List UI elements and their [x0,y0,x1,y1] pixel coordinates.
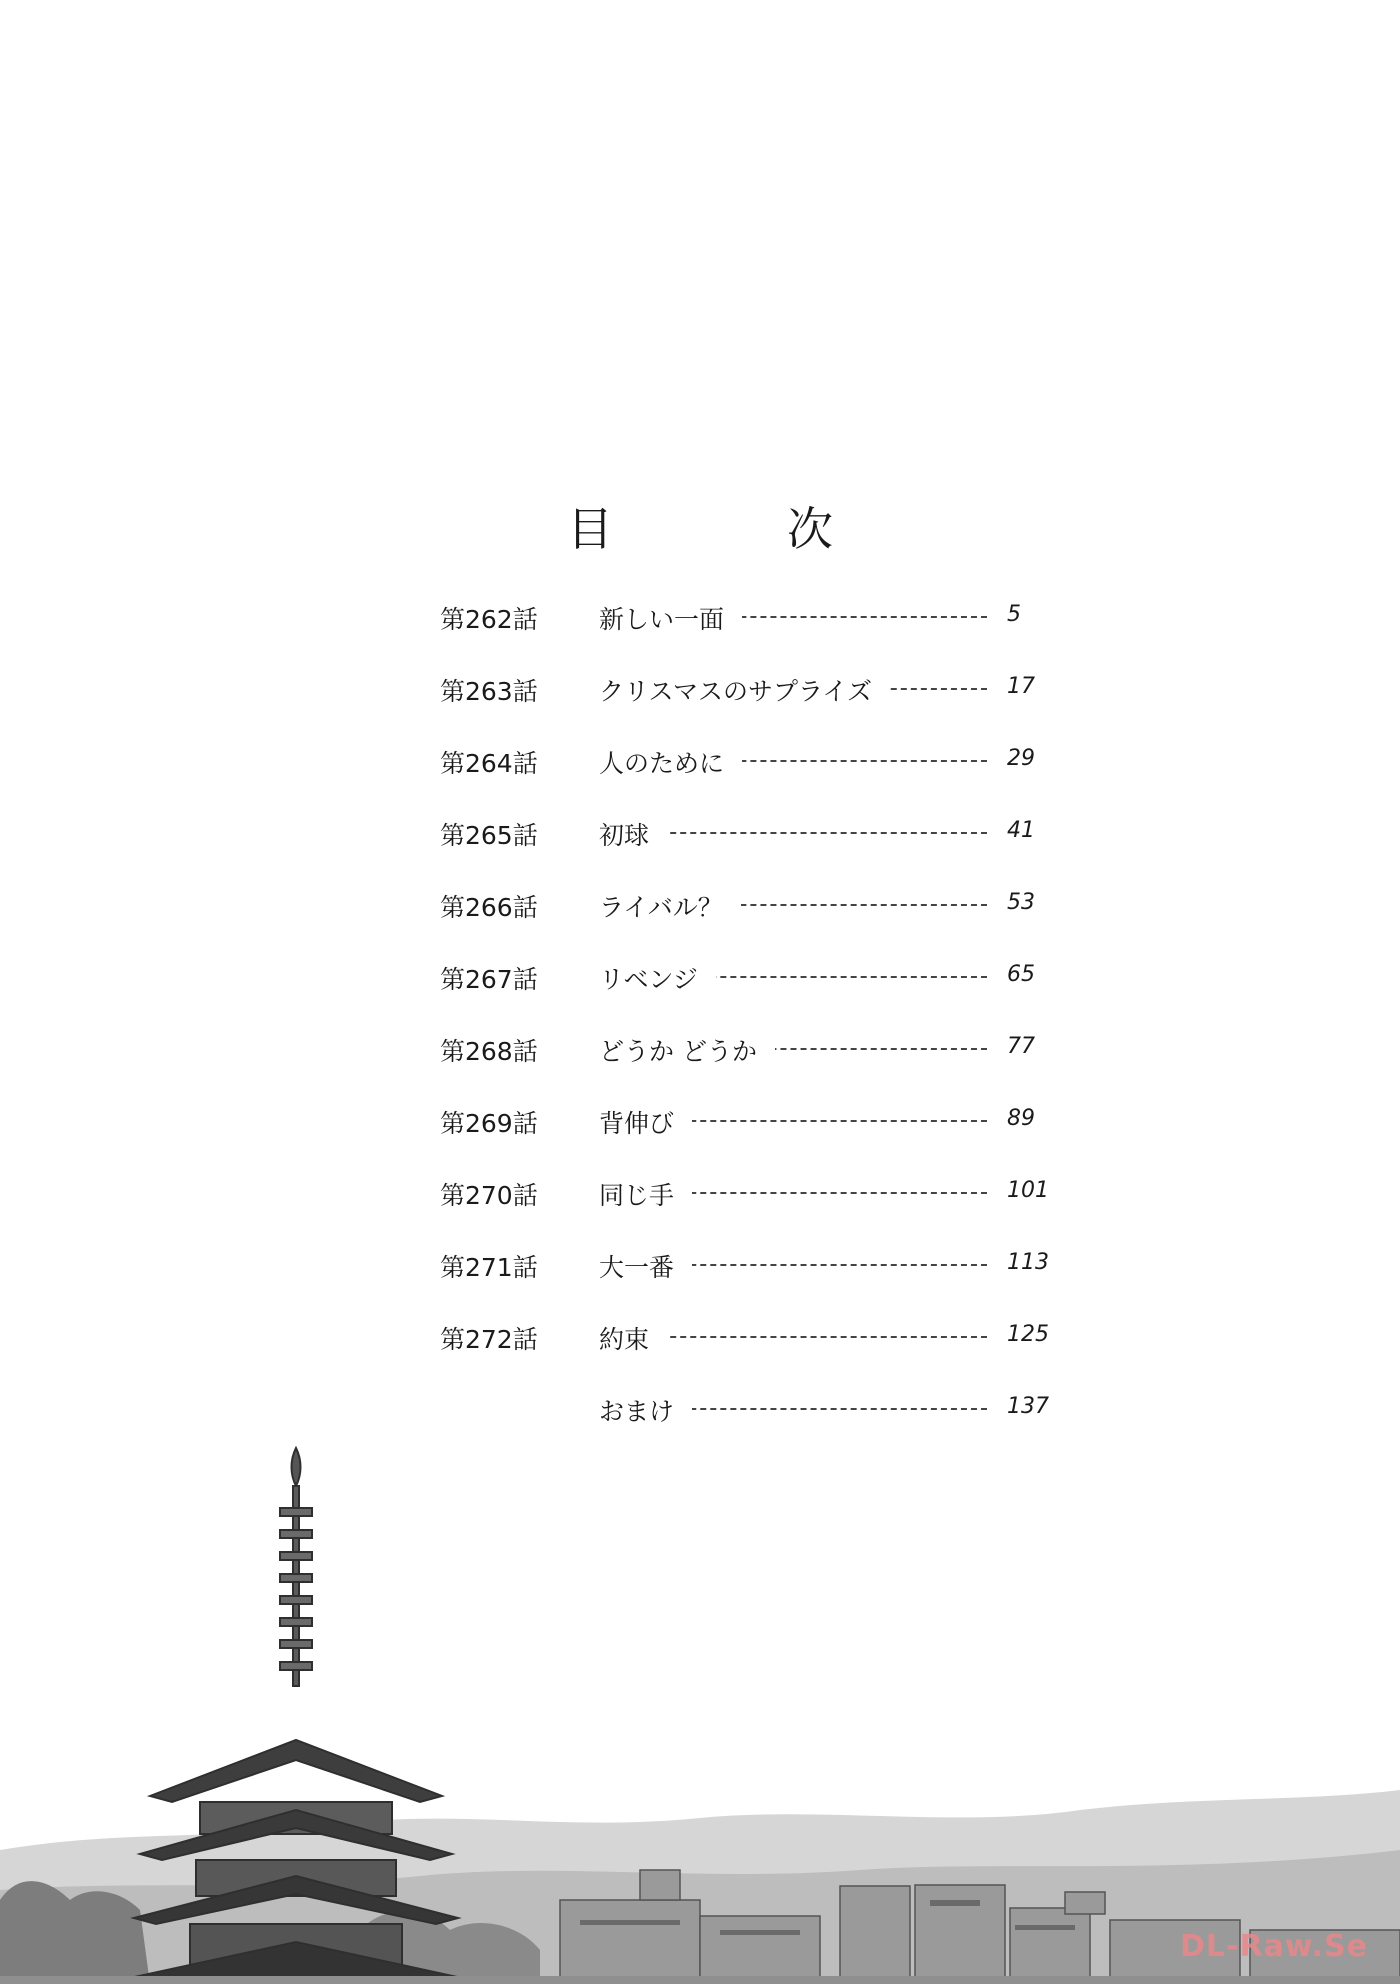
chapter-title: 大一番 [599,1248,692,1284]
page-number: 5 [1007,602,1021,627]
toc-entry [0,1320,1400,1370]
toc-entry [0,672,1400,722]
chapter-number: 第270話 [440,1181,538,1210]
chapter-title: おまけ [599,1392,692,1428]
toc-entry [0,1104,1400,1154]
toc-entry [0,816,1400,866]
chapter-title: どうか どうか [599,1032,775,1068]
chapter-title: ライバル？ [599,888,741,924]
chapter-number: 第263話 [440,677,538,706]
toc-entry [0,1248,1400,1298]
page-number: 41 [1007,818,1035,843]
chapter-title: 背伸び [599,1104,692,1140]
chapter-number: 第272話 [440,1325,538,1354]
chapter-title: クリスマスのサプライズ [599,672,890,708]
page-number: 137 [1007,1394,1049,1419]
chapter-number: 第267話 [440,965,538,994]
page-number: 77 [1007,1034,1035,1059]
toc-entry [0,1176,1400,1226]
pagoda-townscape-illustration [0,1430,1400,1984]
toc-entry [0,960,1400,1010]
chapter-number: 第264話 [440,749,538,778]
page-number: 89 [1007,1106,1035,1131]
page-number: 17 [1007,674,1035,699]
toc-entry [0,1032,1400,1082]
chapter-title: 初球 [599,816,667,852]
chapter-number: 第262話 [440,605,538,634]
page-number: 125 [1007,1322,1049,1347]
chapter-number: 第271話 [440,1253,538,1282]
toc-heading: 目 次 [567,501,897,556]
page-number: 53 [1007,890,1035,915]
chapter-number: 第269話 [440,1109,538,1138]
page-number: 101 [1007,1178,1049,1203]
chapter-number: 第265話 [440,821,538,850]
chapter-title: 同じ手 [599,1176,692,1212]
chapter-title: 人のために [599,744,742,780]
chapter-title: 新しい一面 [599,600,742,636]
chapter-number: 第266話 [440,893,538,922]
chapter-title: 約束 [599,1320,667,1356]
chapter-number: 第268話 [440,1037,538,1066]
page-number: 113 [1007,1250,1049,1275]
watermark-text: DL-Raw.Se [1180,1929,1368,1964]
page-number: 29 [1007,746,1035,771]
chapter-title: リベンジ [599,960,716,996]
toc-entry [0,888,1400,938]
toc-entry [0,744,1400,794]
page-number: 65 [1007,962,1035,987]
toc-entry [0,600,1400,650]
